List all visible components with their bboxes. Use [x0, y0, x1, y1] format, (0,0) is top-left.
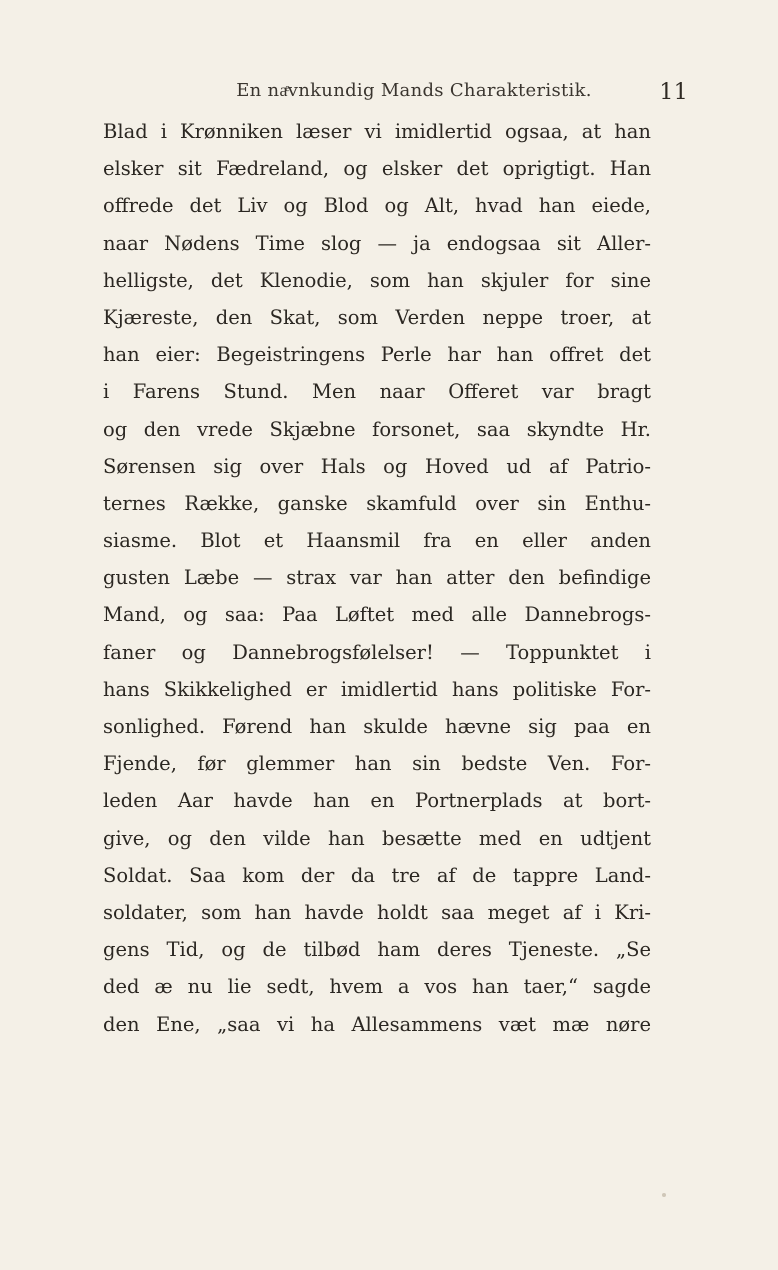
paper-speck [662, 1193, 666, 1197]
text-line: gusten Læbe — strax var han atter den befindige [103, 566, 651, 590]
text-line: faner og Dannebrogsfølelser! — Toppunktet i [103, 640, 651, 664]
page-number: 11 [659, 80, 688, 105]
text-line: Kjæreste, den Skat, som Verden neppe troer, at [103, 305, 651, 329]
text-line: soldater, som han havde holdt saa meget af i Kri- [103, 900, 651, 924]
text-line: give, og den vilde han besætte med en udtjent [103, 826, 651, 850]
text-line: Soldat. Saa kom der da tre af de tappre Land- [103, 863, 651, 887]
running-head [140, 80, 688, 105]
text-line: Blad i Krønniken læser vi imidlertid ogsaa, at han [103, 120, 651, 143]
text-line: Fjende, før glemmer han sin bedste Ven. For- [103, 752, 651, 776]
text-line: og den vrede Skjæbne forsonet, saa skyndte Hr. [103, 417, 651, 441]
text-line: den Ene, „saa vi ha Allesammens væt mæ nøre [103, 1012, 651, 1036]
running-title: En naͤvnkundig Mands Charakteristik. [236, 80, 592, 101]
text-line: naar Nødens Time slog — ja endogsaa sit Aller- [103, 231, 651, 255]
text-line: elsker sit Fædreland, og elsker det oprigtigt. Han [103, 157, 651, 181]
text-line: han eier: Begeistringens Perle har han offret det [103, 343, 651, 367]
body-text [103, 113, 651, 1043]
text-line: ternes Række, ganske skamfuld over sin Enthu- [103, 491, 651, 515]
text-line: siasme. Blot et Haansmil fra en eller anden [103, 529, 651, 553]
text-line: offrede det Liv og Blod og Alt, hvad han eiede, [103, 194, 651, 218]
text-line: ded æ nu lie sedt, hvem a vos han taer,“ sagde [103, 975, 651, 999]
text-line: helligste, det Klenodie, som han skjuler for sine [103, 268, 651, 292]
text-line: Sørensen sig over Hals og Hoved ud af Patrio- [103, 454, 651, 478]
text-line: i Farens Stund. Men naar Offeret var bragt [103, 380, 651, 404]
text-line: hans Skikkelighed er imidlertid hans politiske For- [103, 677, 651, 701]
text-line: Mand, og saa: Paa Løftet med alle Dannebrogs- [103, 603, 651, 627]
text-line: leden Aar havde han en Portnerplads at bort- [103, 789, 651, 813]
text-line: gens Tid, og de tilbød ham deres Tjeneste. „Se [103, 938, 651, 962]
text-line: sonlighed. Førend han skulde hævne sig paa en [103, 715, 651, 738]
